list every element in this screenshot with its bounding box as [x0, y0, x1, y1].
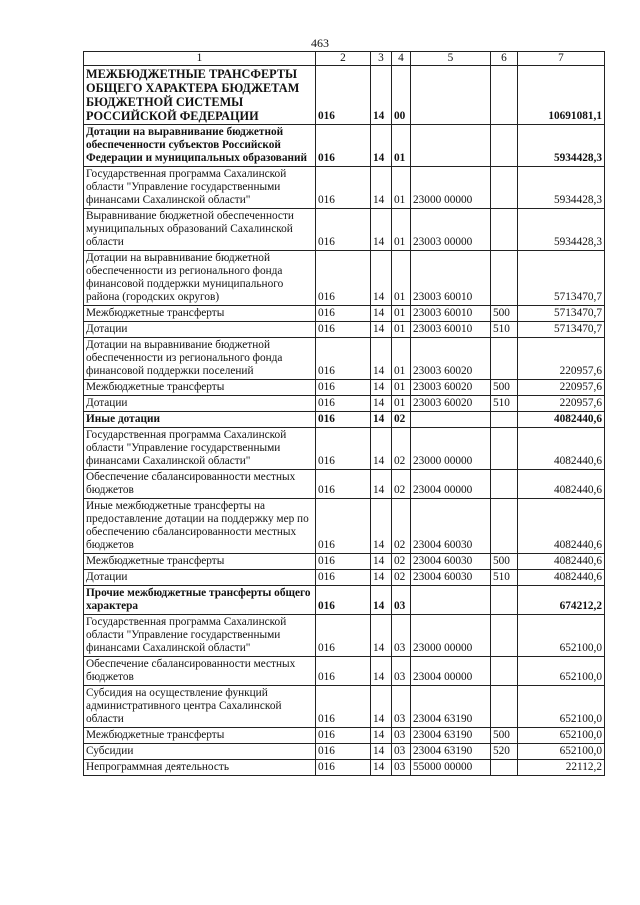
amount-cell: 652100,0: [518, 686, 605, 728]
program-code-cell: 23003 60020: [411, 380, 491, 396]
expense-type-cell: [491, 615, 518, 657]
ministry-code-cell: 016: [316, 322, 371, 338]
section-code-cell: 14: [371, 306, 392, 322]
row-name-cell: Субсидии: [84, 744, 316, 760]
header-cell: 4: [392, 52, 411, 66]
row-name-cell: Дотации на выравнивание бюджетной обеспеченности из регионального фонда финансовой поддержки поселений: [84, 338, 316, 380]
expense-type-cell: [491, 167, 518, 209]
amount-cell: 220957,6: [518, 380, 605, 396]
section-code-cell: 14: [371, 570, 392, 586]
table-row: [84, 322, 605, 338]
section-code-cell: 14: [371, 686, 392, 728]
subsection-code-cell: 03: [392, 615, 411, 657]
subsection-code-cell: 03: [392, 686, 411, 728]
table-row: [84, 125, 605, 167]
amount-cell: 220957,6: [518, 338, 605, 380]
table-row: [84, 615, 605, 657]
amount-cell: 652100,0: [518, 657, 605, 686]
row-name-cell: Дотации: [84, 322, 316, 338]
ministry-code-cell: 016: [316, 744, 371, 760]
row-name-cell: МЕЖБЮДЖЕТНЫЕ ТРАНСФЕРТЫ ОБЩЕГО ХАРАКТЕРА БЮДЖЕТАМ БЮДЖЕТНОЙ СИСТЕМЫ РОССИЙСКОЙ ФЕДЕРАЦИИ: [84, 66, 316, 125]
expense-type-cell: [491, 686, 518, 728]
section-code-cell: 14: [371, 428, 392, 470]
subsection-code-cell: 02: [392, 499, 411, 554]
table-row: [84, 728, 605, 744]
amount-cell: 22112,2: [518, 760, 605, 776]
ministry-code-cell: 016: [316, 66, 371, 125]
subsection-code-cell: 03: [392, 760, 411, 776]
ministry-code-cell: 016: [316, 380, 371, 396]
subsection-code-cell: 01: [392, 251, 411, 306]
subsection-code-cell: 02: [392, 554, 411, 570]
expense-type-cell: [491, 209, 518, 251]
program-code-cell: 23003 00000: [411, 209, 491, 251]
section-code-cell: 14: [371, 125, 392, 167]
ministry-code-cell: 016: [316, 728, 371, 744]
program-code-cell: 55000 00000: [411, 760, 491, 776]
table-row: [84, 760, 605, 776]
section-code-cell: 14: [371, 412, 392, 428]
table-row: [84, 499, 605, 554]
row-name-cell: Межбюджетные трансферты: [84, 728, 316, 744]
ministry-code-cell: 016: [316, 586, 371, 615]
section-code-cell: 14: [371, 760, 392, 776]
program-code-cell: [411, 586, 491, 615]
subsection-code-cell: 01: [392, 167, 411, 209]
subsection-code-cell: 01: [392, 338, 411, 380]
section-code-cell: 14: [371, 380, 392, 396]
subsection-code-cell: 01: [392, 396, 411, 412]
amount-cell: 652100,0: [518, 615, 605, 657]
ministry-code-cell: 016: [316, 428, 371, 470]
section-code-cell: 14: [371, 615, 392, 657]
section-code-cell: 14: [371, 744, 392, 760]
program-code-cell: 23004 63190: [411, 728, 491, 744]
table-row: [84, 428, 605, 470]
ministry-code-cell: 016: [316, 251, 371, 306]
section-code-cell: 14: [371, 338, 392, 380]
section-code-cell: 14: [371, 586, 392, 615]
ministry-code-cell: 016: [316, 615, 371, 657]
subsection-code-cell: 02: [392, 428, 411, 470]
section-code-cell: 14: [371, 396, 392, 412]
row-name-cell: Иные межбюджетные трансферты на предоставление дотации на поддержку мер по обеспечению сбалансированности местных бюджетов: [84, 499, 316, 554]
amount-cell: 4082440,6: [518, 570, 605, 586]
program-code-cell: [411, 66, 491, 125]
subsection-code-cell: 03: [392, 586, 411, 615]
section-code-cell: 14: [371, 322, 392, 338]
row-name-cell: Выравнивание бюджетной обеспеченности муниципальных образований Сахалинской области: [84, 209, 316, 251]
table-row: [84, 66, 605, 125]
amount-cell: 652100,0: [518, 728, 605, 744]
ministry-code-cell: 016: [316, 338, 371, 380]
header-cell: 3: [371, 52, 392, 66]
amount-cell: 5934428,3: [518, 209, 605, 251]
table-row: [84, 209, 605, 251]
ministry-code-cell: 016: [316, 570, 371, 586]
ministry-code-cell: 016: [316, 554, 371, 570]
row-name-cell: Непрограммная деятельность: [84, 760, 316, 776]
ministry-code-cell: 016: [316, 499, 371, 554]
subsection-code-cell: 01: [392, 125, 411, 167]
ministry-code-cell: 016: [316, 306, 371, 322]
amount-cell: 5934428,3: [518, 125, 605, 167]
row-name-cell: Дотации на выравнивание бюджетной обеспеченности из регионального фонда финансовой поддержки муниципального района (городских округов): [84, 251, 316, 306]
section-code-cell: 14: [371, 167, 392, 209]
expense-type-cell: 500: [491, 728, 518, 744]
subsection-code-cell: 01: [392, 306, 411, 322]
table-row: [84, 412, 605, 428]
subsection-code-cell: 02: [392, 412, 411, 428]
amount-cell: 5713470,7: [518, 306, 605, 322]
ministry-code-cell: 016: [316, 760, 371, 776]
expense-type-cell: [491, 499, 518, 554]
amount-cell: 652100,0: [518, 744, 605, 760]
table-row: [84, 686, 605, 728]
expense-type-cell: [491, 125, 518, 167]
expense-type-cell: 510: [491, 322, 518, 338]
table-row: [84, 251, 605, 306]
row-name-cell: Межбюджетные трансферты: [84, 306, 316, 322]
ministry-code-cell: 016: [316, 125, 371, 167]
section-code-cell: 14: [371, 66, 392, 125]
header-cell: 5: [411, 52, 491, 66]
row-name-cell: Иные дотации: [84, 412, 316, 428]
expense-type-cell: [491, 760, 518, 776]
table-row: [84, 570, 605, 586]
program-code-cell: 23000 00000: [411, 167, 491, 209]
section-code-cell: 14: [371, 470, 392, 499]
table-row: [84, 338, 605, 380]
table-row: [84, 380, 605, 396]
ministry-code-cell: 016: [316, 412, 371, 428]
expense-type-cell: 500: [491, 554, 518, 570]
header-cell: 1: [84, 52, 316, 66]
program-code-cell: 23004 00000: [411, 470, 491, 499]
budget-table: [83, 51, 605, 776]
section-code-cell: 14: [371, 499, 392, 554]
row-name-cell: Межбюджетные трансферты: [84, 380, 316, 396]
row-name-cell: Дотации: [84, 570, 316, 586]
program-code-cell: [411, 412, 491, 428]
table-row: [84, 396, 605, 412]
program-code-cell: 23000 00000: [411, 615, 491, 657]
row-name-cell: Обеспечение сбалансированности местных бюджетов: [84, 657, 316, 686]
header-cell: 7: [518, 52, 605, 66]
expense-type-cell: [491, 338, 518, 380]
ministry-code-cell: 016: [316, 657, 371, 686]
table-row: [84, 470, 605, 499]
subsection-code-cell: 01: [392, 209, 411, 251]
row-name-cell: Государственная программа Сахалинской области "Управление государственными финансами Сахалинской области": [84, 615, 316, 657]
ministry-code-cell: 016: [316, 686, 371, 728]
amount-cell: 10691081,1: [518, 66, 605, 125]
subsection-code-cell: 03: [392, 728, 411, 744]
amount-cell: 5713470,7: [518, 322, 605, 338]
subsection-code-cell: 02: [392, 570, 411, 586]
expense-type-cell: 510: [491, 396, 518, 412]
expense-type-cell: [491, 470, 518, 499]
program-code-cell: 23003 60020: [411, 396, 491, 412]
program-code-cell: 23003 60010: [411, 306, 491, 322]
table-row: [84, 306, 605, 322]
ministry-code-cell: 016: [316, 470, 371, 499]
program-code-cell: 23004 60030: [411, 499, 491, 554]
header-row: [84, 52, 605, 66]
amount-cell: 4082440,6: [518, 412, 605, 428]
amount-cell: 5934428,3: [518, 167, 605, 209]
table-row: [84, 744, 605, 760]
row-name-cell: Прочие межбюджетные трансферты общего характера: [84, 586, 316, 615]
table-row: [84, 586, 605, 615]
subsection-code-cell: 01: [392, 322, 411, 338]
amount-cell: 220957,6: [518, 396, 605, 412]
program-code-cell: 23004 63190: [411, 744, 491, 760]
amount-cell: 4082440,6: [518, 554, 605, 570]
program-code-cell: 23003 60010: [411, 251, 491, 306]
amount-cell: 5713470,7: [518, 251, 605, 306]
section-code-cell: 14: [371, 251, 392, 306]
program-code-cell: 23000 00000: [411, 428, 491, 470]
table-row: [84, 554, 605, 570]
expense-type-cell: 500: [491, 306, 518, 322]
row-name-cell: Государственная программа Сахалинской области "Управление государственными финансами Сахалинской области": [84, 167, 316, 209]
amount-cell: 4082440,6: [518, 428, 605, 470]
amount-cell: 674212,2: [518, 586, 605, 615]
section-code-cell: 14: [371, 657, 392, 686]
subsection-code-cell: 00: [392, 66, 411, 125]
program-code-cell: 23004 60030: [411, 570, 491, 586]
row-name-cell: Дотации: [84, 396, 316, 412]
program-code-cell: 23004 00000: [411, 657, 491, 686]
expense-type-cell: 500: [491, 380, 518, 396]
subsection-code-cell: 01: [392, 380, 411, 396]
page-number: 463: [311, 36, 329, 50]
expense-type-cell: [491, 412, 518, 428]
program-code-cell: 23004 63190: [411, 686, 491, 728]
expense-type-cell: [491, 66, 518, 125]
header-cell: 6: [491, 52, 518, 66]
row-name-cell: Дотации на выравнивание бюджетной обеспеченности субъектов Российской Федерации и муниципальных образований: [84, 125, 316, 167]
program-code-cell: 23003 60010: [411, 322, 491, 338]
section-code-cell: 14: [371, 554, 392, 570]
amount-cell: 4082440,6: [518, 470, 605, 499]
row-name-cell: Межбюджетные трансферты: [84, 554, 316, 570]
expense-type-cell: [491, 251, 518, 306]
expense-type-cell: [491, 428, 518, 470]
ministry-code-cell: 016: [316, 209, 371, 251]
table-row: [84, 657, 605, 686]
program-code-cell: 23003 60020: [411, 338, 491, 380]
subsection-code-cell: 03: [392, 657, 411, 686]
section-code-cell: 14: [371, 209, 392, 251]
subsection-code-cell: 03: [392, 744, 411, 760]
expense-type-cell: 510: [491, 570, 518, 586]
amount-cell: 4082440,6: [518, 499, 605, 554]
section-code-cell: 14: [371, 728, 392, 744]
ministry-code-cell: 016: [316, 167, 371, 209]
program-code-cell: [411, 125, 491, 167]
program-code-cell: 23004 60030: [411, 554, 491, 570]
expense-type-cell: [491, 657, 518, 686]
row-name-cell: Субсидия на осуществление функций административного центра Сахалинской области: [84, 686, 316, 728]
subsection-code-cell: 02: [392, 470, 411, 499]
row-name-cell: Обеспечение сбалансированности местных бюджетов: [84, 470, 316, 499]
row-name-cell: Государственная программа Сахалинской области "Управление государственными финансами Сахалинской области": [84, 428, 316, 470]
table-row: [84, 167, 605, 209]
expense-type-cell: [491, 586, 518, 615]
header-cell: 2: [316, 52, 371, 66]
expense-type-cell: 520: [491, 744, 518, 760]
ministry-code-cell: 016: [316, 396, 371, 412]
